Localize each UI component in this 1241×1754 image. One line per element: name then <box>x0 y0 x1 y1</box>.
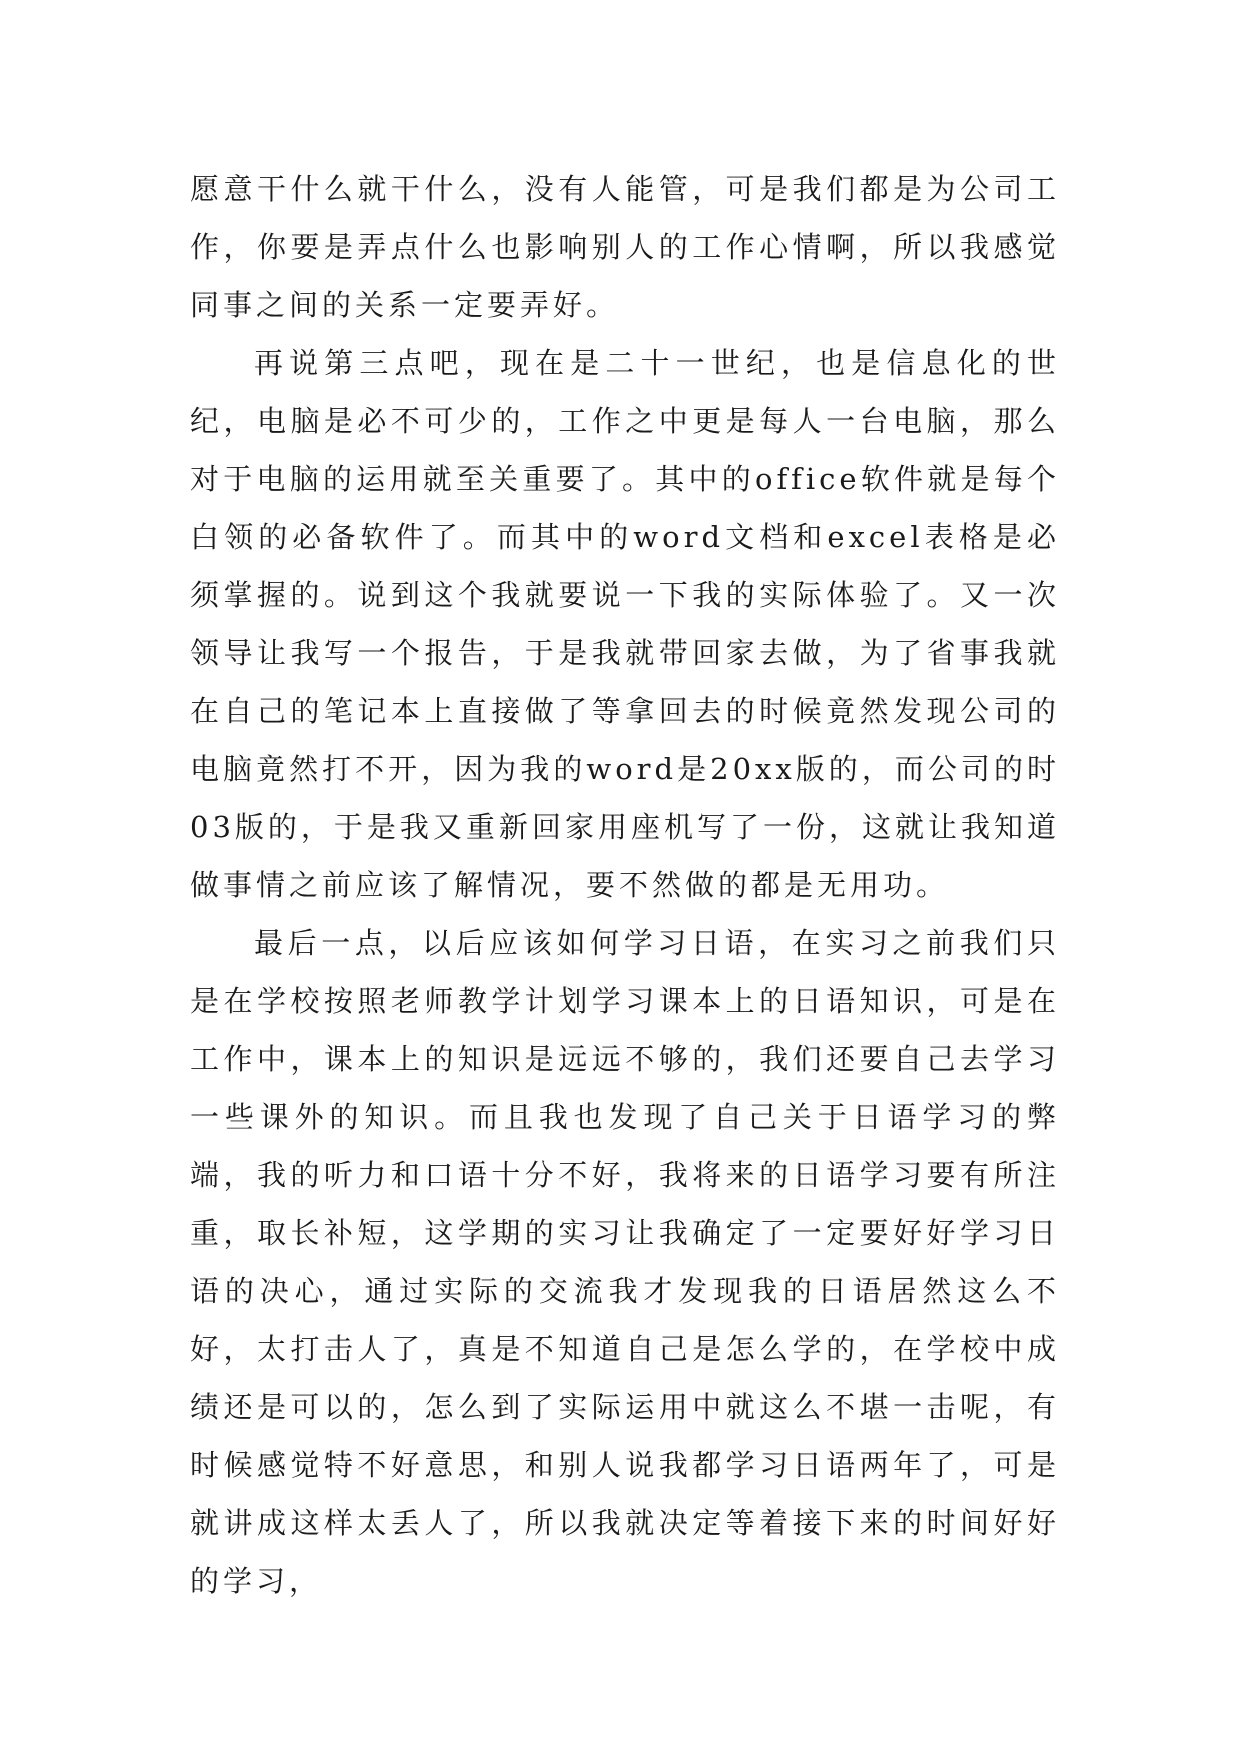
paragraph-3: 最后一点，以后应该如何学习日语，在实习之前我们只是在学校按照老师教学计划学习课本上的日语知识，可是在工作中，课本上的知识是远远不够的，我们还要自己去学习一些课外的知识。而且我也发现了自己关于日语学习的弊端，我的听力和口语十分不好，我将来的日语学习要有所注重，取长补短，这学期的实习让我确定了一定要好好学习日语的决心，通过实际的交流我才发现我的日语居然这么不好，太打击人了，真是不知道自己是怎么学的，在学校中成绩还是可以的，怎么到了实际运用中就这么不堪一击呢，有时候感觉特不好意思，和别人说我都学习日语两年了，可是就讲成这样太丢人了，所以我就决定等着接下来的时间好好的学习， <box>190 926 1060 1598</box>
paragraph-2: 再说第三点吧，现在是二十一世纪，也是信息化的世纪，电脑是必不可少的，工作之中更是每人一台电脑，那么对于电脑的运用就至关重要了。其中的office软件就是每个白领的必备软件了。而其中的word文档和excel表格是必须掌握的。说到这个我就要说一下我的实际体验了。又一次领导让我写一个报告，于是我就带回家去做，为了省事我就在自己的笔记本上直接做了等拿回去的时候竟然发现公司的电脑竟然打不开，因为我的word是20xx版的，而公司的时03版的，于是我又重新回家用座机写了一份，这就让我知道做事情之前应该了解情况，要不然做的都是无用功。 <box>190 346 1060 902</box>
paragraph-1: 愿意干什么就干什么，没有人能管，可是我们都是为公司工作，你要是弄点什么也影响别人的工作心情啊，所以我感觉同事之间的关系一定要弄好。 <box>190 172 1060 322</box>
document-body <box>190 160 1060 1610</box>
